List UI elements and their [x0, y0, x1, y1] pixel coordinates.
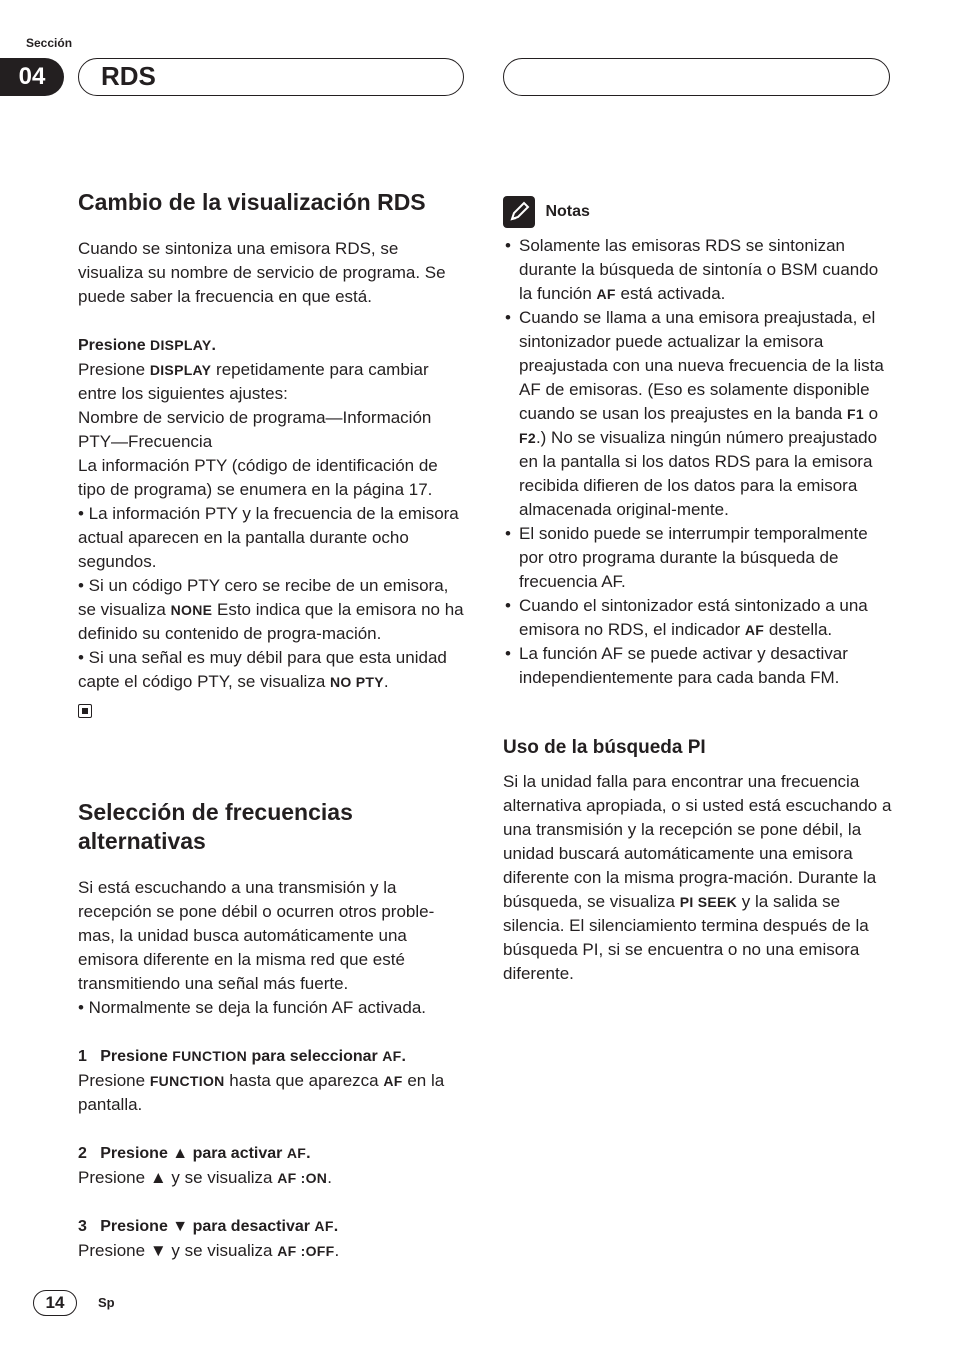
- note-item: • El sonido puede se interrumpir temporalmente por otro programa durante la búsqueda de frecuencia AF.: [503, 522, 893, 594]
- page-number: 14: [33, 1290, 77, 1316]
- bullet-pty-zero: • Si un código PTY cero se recibe de un emisora, se visualiza NONE Esto indica que la emisora no ha definido su contenido de progra-mación.: [78, 576, 464, 643]
- notes-list: [503, 234, 893, 690]
- step-1-body: Presione FUNCTION hasta que aparezca AF en la pantalla.: [78, 1071, 445, 1114]
- note-item: • Cuando el sintonizador está sintonizado a una emisora no RDS, el indicador AF destella.: [503, 594, 893, 642]
- note-item: • La función AF se puede activar y desactivar independientemente para cada banda FM.: [503, 642, 893, 690]
- bullet-pty-display: • La información PTY y la frecuencia de la emisora actual aparecen en la pantalla durante ocho segundos.: [78, 504, 459, 571]
- pi-paragraph: Si la unidad falla para encontrar una frecuencia alternativa apropiada, o si usted está escuchando a una transmisión y la recepción se pone débil, la unidad buscará automáticamente una emisora diferente con la misma progra-mación. Durante la búsqueda, se visualiza PI SEEK y la salida se silencia. El silenciamiento termina después de la búsqueda PI, si se encuentra o no una emisora diferente.: [503, 772, 892, 984]
- left-column: [78, 188, 468, 1263]
- section-label: Sección: [26, 36, 73, 50]
- note-pencil-icon: [503, 196, 535, 228]
- heading-cambio-visualizacion: Cambio de la visualización RDS: [78, 189, 426, 215]
- intro-paragraph: Cuando se sintoniza una emisora RDS, se visualiza su nombre de servicio de programa. Se puede saber la frecuencia en que está.: [78, 239, 446, 306]
- step-3-body: Presione ▼ y se visualiza AF :OFF.: [78, 1241, 340, 1260]
- heading-seleccion-frecuencias: Selección de frecuencias alternativas: [78, 799, 353, 854]
- pty-paragraph: La información PTY (código de identificación de tipo de programa) se enumera en la página 17.: [78, 456, 438, 499]
- press-display-heading: Presione DISPLAY.: [78, 337, 216, 354]
- af-bullet: • Normalmente se deja la función AF activada.: [78, 998, 427, 1017]
- chapter-title: RDS: [101, 61, 156, 91]
- af-intro: Si está escuchando a una transmisión y la recepción se pone débil o ocurren otros proble-mas, la unidad busca automáticamente una emisora diferente en la misma red que esté transmitiendo una señal más fuerte.: [78, 878, 435, 993]
- step-2-body: Presione ▲ y se visualiza AF :ON.: [78, 1168, 332, 1187]
- step-1-heading: 1 Presione FUNCTION para seleccionar AF.: [78, 1048, 406, 1065]
- note-item: • Solamente las emisoras RDS se sintonizan durante la búsqueda de sintonía o BSM cuando la función AF está activada.: [503, 234, 893, 306]
- chapter-title-box-empty: [503, 58, 890, 96]
- bullet-weak-signal: • Si una señal es muy débil para que esta unidad capte el código PTY, se visualiza NO PTY.: [78, 648, 447, 691]
- section-number: 04: [0, 58, 64, 96]
- display-paragraph: Presione DISPLAY repetidamente para cambiar entre los siguientes ajustes:: [78, 360, 429, 403]
- note-item: • Cuando se llama a una emisora preajustada, el sintonizador puede actualizar la emisora preajustada con una nueva frecuencia de la lista AF de emisoras. (Eso es solamente disponible cuando se usan los preajustes en la banda F1 o F2.) No se visualiza ningún número preajustado en la pantalla si los datos RDS para la emisora recibida difieren de los datos para la emisora almacenada original-mente.: [503, 306, 893, 522]
- language-label: Sp: [98, 1295, 115, 1310]
- section-end-icon: [78, 704, 92, 718]
- step-2-heading: 2 Presione ▲ para activar AF.: [78, 1145, 311, 1162]
- settings-sequence: Nombre de servicio de programa—Información PTY—Frecuencia: [78, 408, 432, 451]
- right-column: [503, 196, 893, 986]
- heading-busqueda-pi: Uso de la búsqueda PI: [503, 737, 706, 759]
- notes-heading: Notas: [503, 196, 893, 228]
- step-3-heading: 3 Presione ▼ para desactivar AF.: [78, 1218, 339, 1235]
- chapter-title-box: [78, 58, 464, 96]
